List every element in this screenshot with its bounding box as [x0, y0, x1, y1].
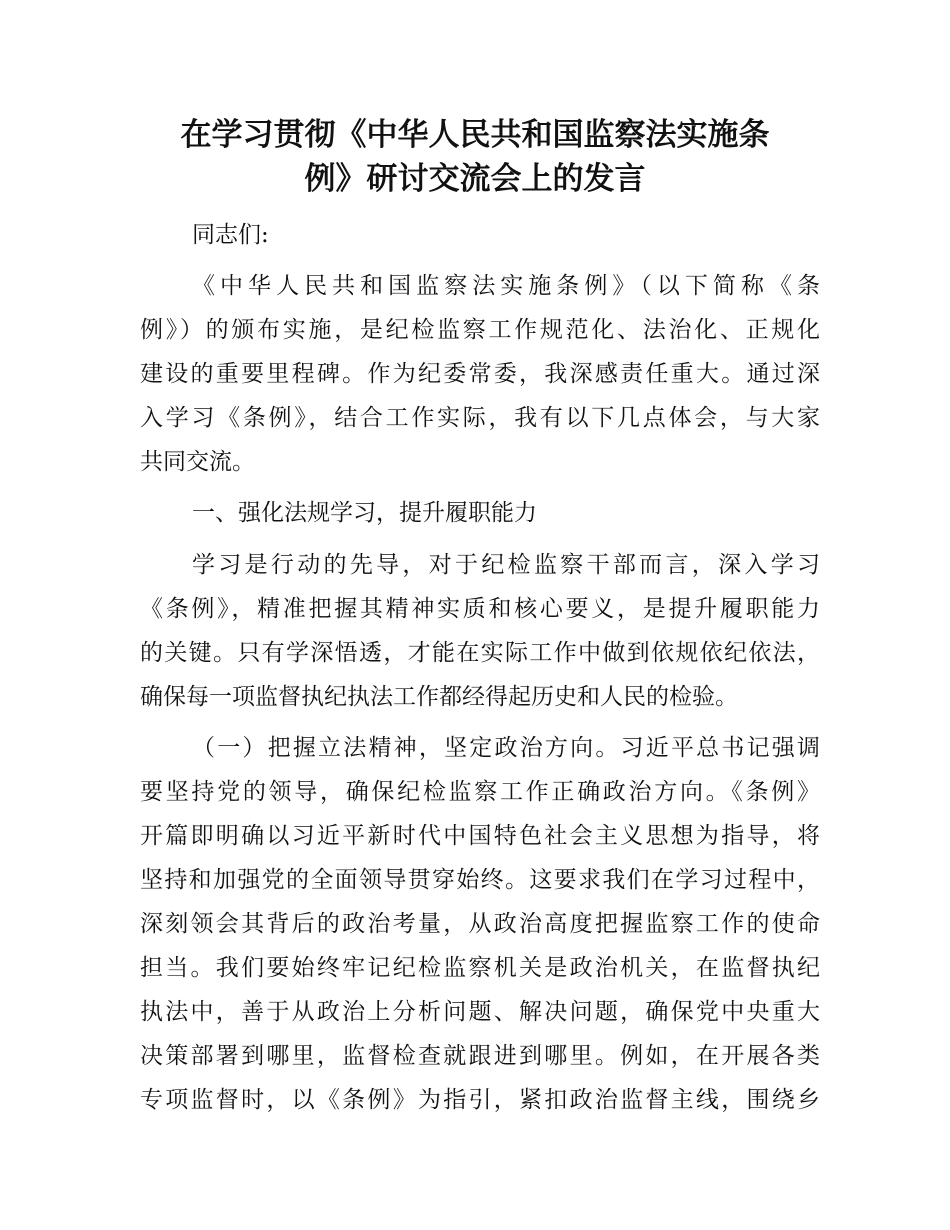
- paragraph-line: 担当。我们要始终牢记纪检监察机关是政治机关，在监督执纪: [140, 955, 820, 981]
- paragraph-line: 执法中，善于从政治上分析问题、解决问题，确保党中央重大: [140, 999, 820, 1025]
- paragraph-line: 决策部署到哪里，监督检查就跟进到哪里。例如，在开展各类: [140, 1043, 820, 1069]
- paragraph-line: 学习是行动的先导，对于纪检监察干部而言，深入学习: [192, 552, 820, 578]
- paragraph-line: 坚持和加强党的全面领导贯穿始终。这要求我们在学习过程中，: [140, 867, 820, 893]
- paragraph-line: 确保每一项监督执纪执法工作都经得起历史和人民的检验。: [140, 684, 738, 710]
- paragraph-line: 建设的重要里程碑。作为纪委常委，我深感责任重大。通过深: [140, 361, 820, 387]
- paragraph-line: 《中华人民共和国监察法实施条例》（以下简称《条: [192, 273, 820, 299]
- paragraph-line: 入学习《条例》，结合工作实际，我有以下几点体会，与大家: [140, 405, 820, 431]
- paragraph-line: 共同交流。: [140, 449, 255, 475]
- document-title-line-1: 在学习贯彻《中华人民共和国监察法实施条: [180, 117, 770, 153]
- paragraph-line: 要坚持党的领导，确保纪检监察工作正确政治方向。《条例》: [140, 779, 820, 805]
- document-title-line-2: 例》研讨交流会上的发言: [304, 161, 646, 197]
- salutation: 同志们:: [192, 222, 269, 248]
- section-heading: 一、强化法规学习，提升履职能力: [192, 500, 537, 526]
- paragraph-line: 的关键。只有学深悟透，才能在实际工作中做到依规依纪依法，: [140, 640, 820, 666]
- paragraph-line: （一）把握立法精神，坚定政治方向。习近平总书记强调: [192, 735, 820, 761]
- paragraph-line: 深刻领会其背后的政治考量，从政治高度把握监察工作的使命: [140, 911, 820, 937]
- paragraph-line: 《条例》，精准把握其精神实质和核心要义，是提升履职能力: [140, 596, 820, 622]
- paragraph-line: 专项监督时，以《条例》为指引，紧扣政治监督主线，围绕乡: [140, 1087, 820, 1113]
- paragraph-line: 例》）的颁布实施，是纪检监察工作规范化、法治化、正规化: [140, 317, 820, 343]
- paragraph-line: 开篇即明确以习近平新时代中国特色社会主义思想为指导，将: [140, 823, 820, 849]
